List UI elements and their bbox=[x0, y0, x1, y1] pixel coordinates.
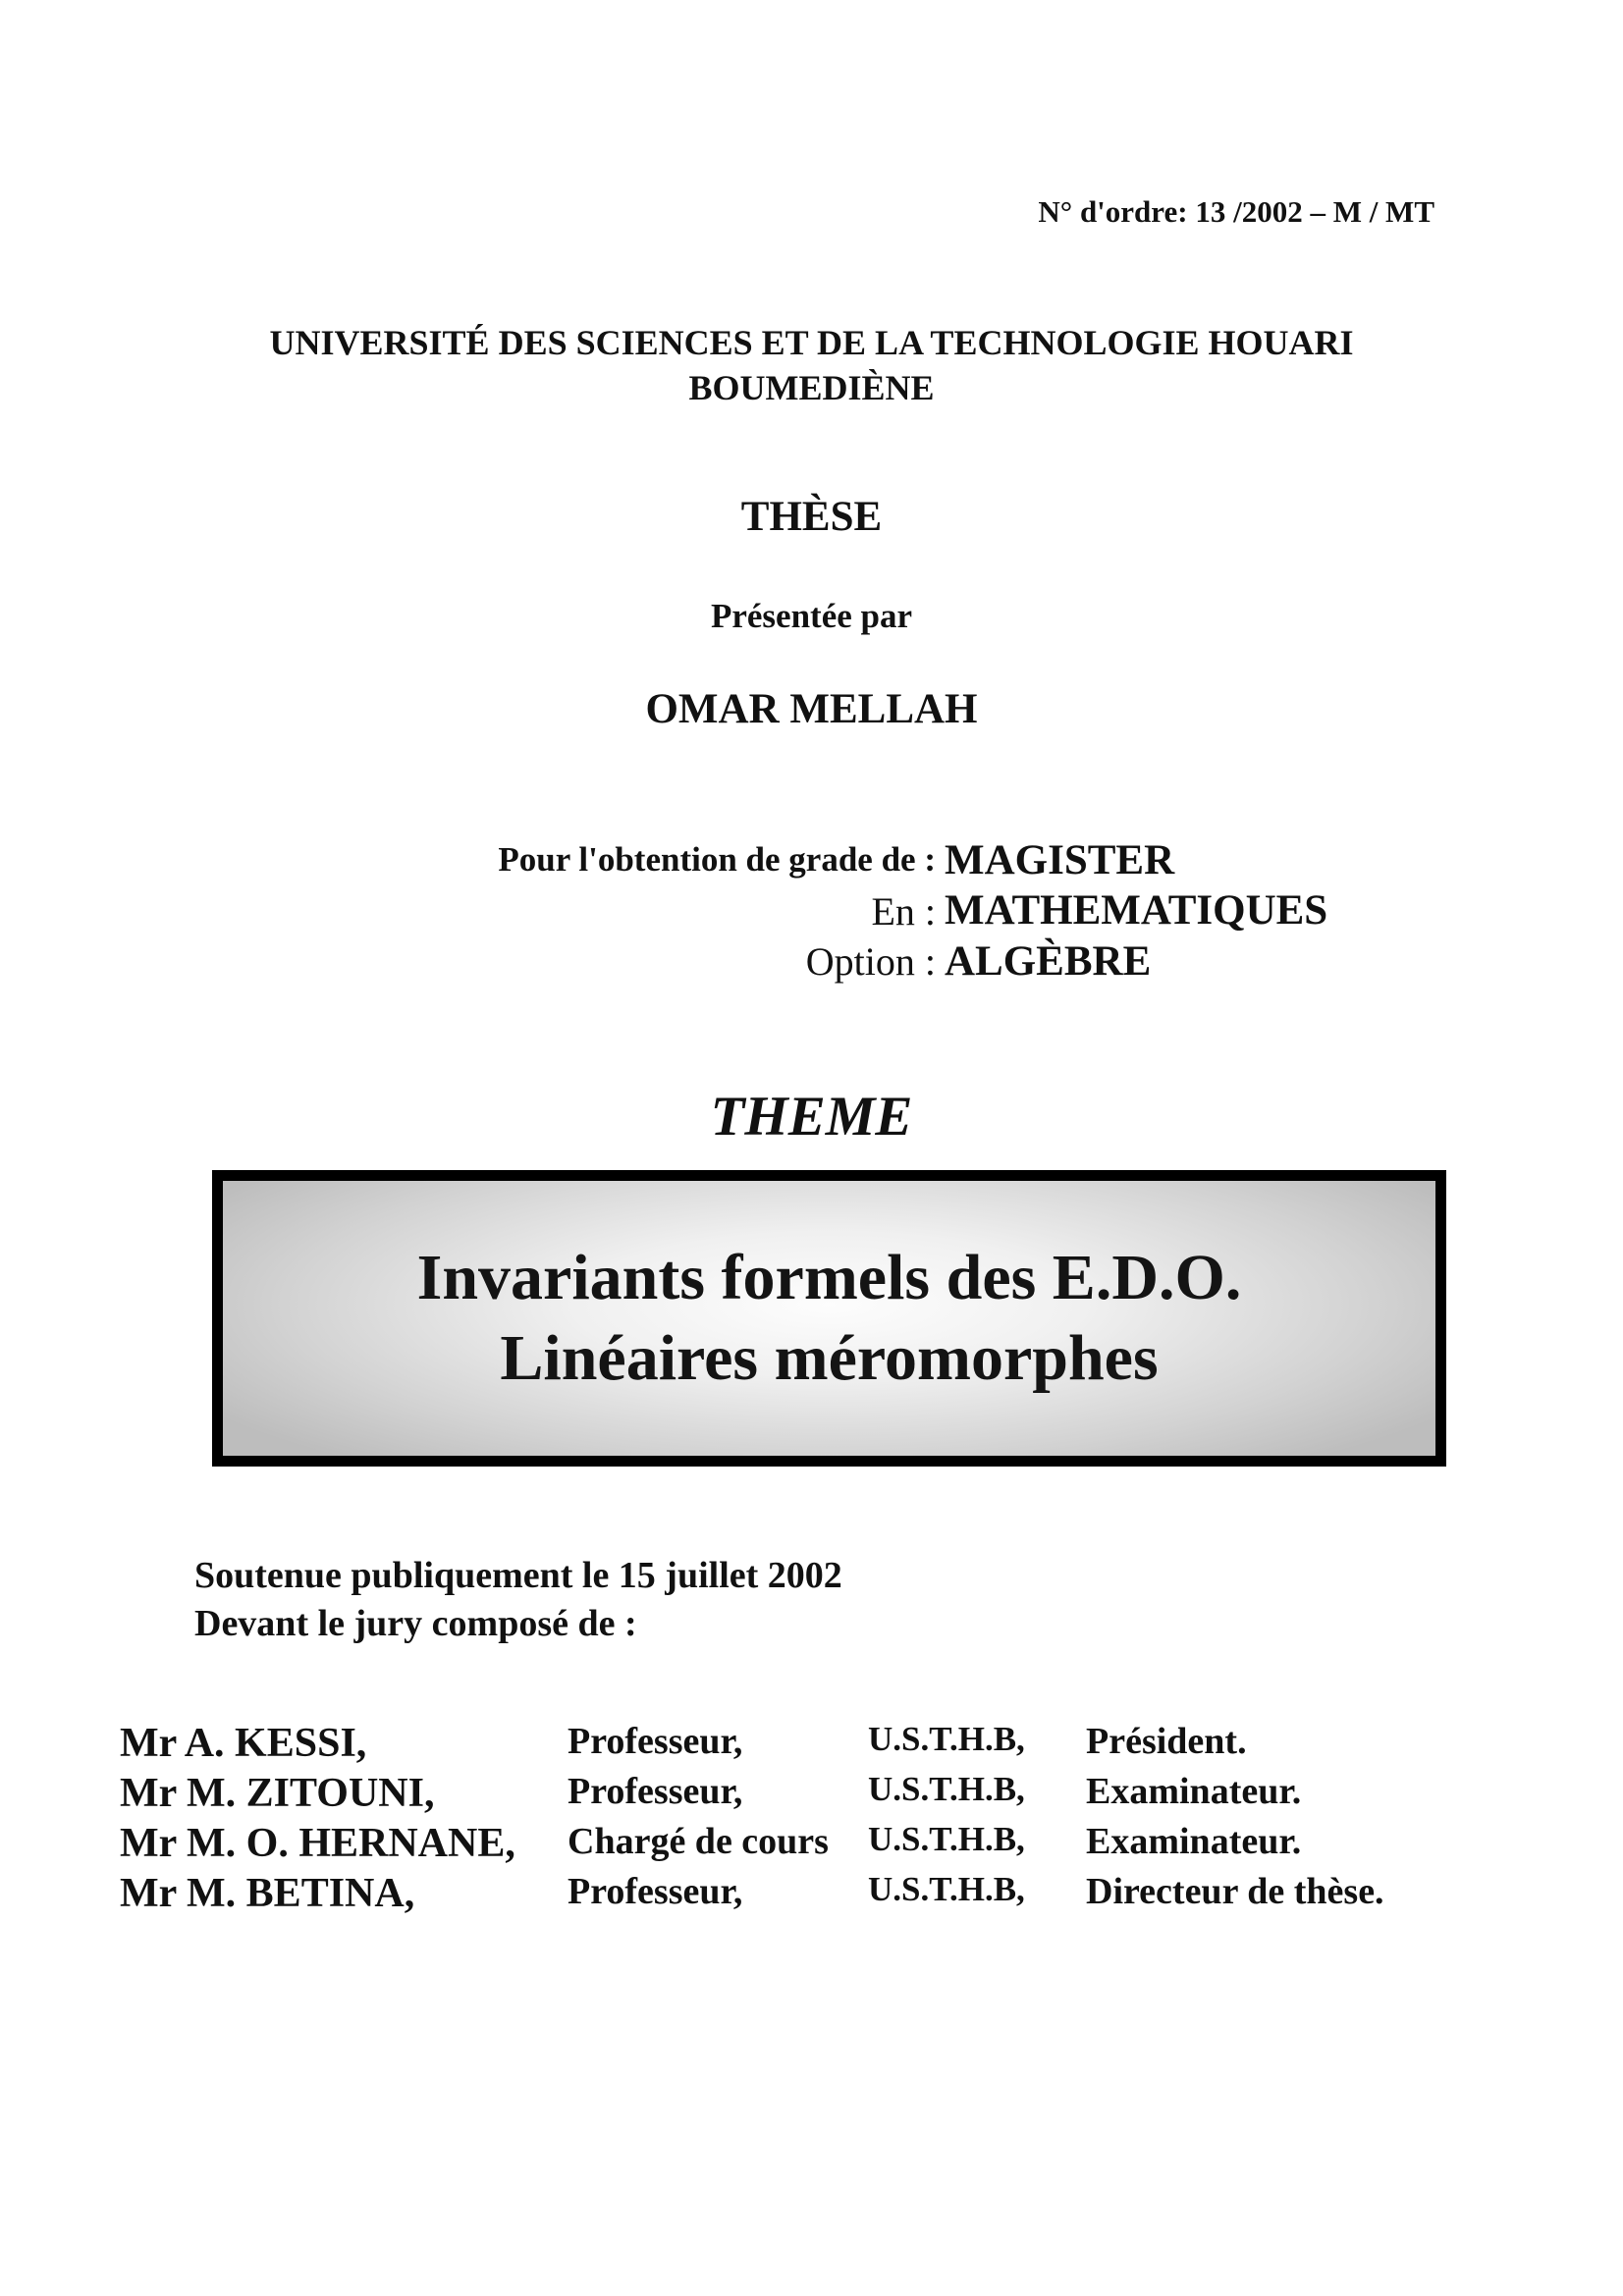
jury-row bbox=[120, 1820, 1494, 1870]
jury-row bbox=[120, 1870, 1494, 1920]
jury-title: Professeur, bbox=[568, 1871, 743, 1912]
thesis-title bbox=[223, 1238, 1435, 1399]
jury-name: Mr M. O. HERNANE, bbox=[120, 1821, 515, 1866]
jury-role: Directeur de thèse. bbox=[1086, 1871, 1384, 1912]
jury-title: Chargé de cours bbox=[568, 1821, 829, 1862]
jury-institution: U.S.T.H.B, bbox=[868, 1820, 1025, 1858]
jury-name: Mr M. ZITOUNI, bbox=[120, 1771, 435, 1816]
grade-value: MAGISTER bbox=[945, 837, 1175, 883]
thesis-label: THÈSE bbox=[740, 494, 883, 540]
university-line-1: UNIVERSITÉ DES SCIENCES ET DE LA TECHNOLOGIE HOUARI bbox=[269, 323, 1354, 362]
jury-list bbox=[120, 1720, 1494, 1920]
jury-title: Professeur, bbox=[568, 1771, 743, 1812]
jury-name: Mr A. KESSI, bbox=[120, 1721, 367, 1766]
jury-intro: Devant le jury composé de : bbox=[194, 1603, 637, 1644]
grade-label: Pour l'obtention de grade de : bbox=[498, 840, 936, 879]
jury-row bbox=[120, 1770, 1494, 1820]
option-value: ALGÈBRE bbox=[945, 938, 1152, 985]
jury-institution: U.S.T.H.B, bbox=[868, 1770, 1025, 1808]
jury-name: Mr M. BETINA, bbox=[120, 1871, 415, 1916]
field-value: MATHEMATIQUES bbox=[945, 887, 1328, 934]
thesis-title-line-2: Linéaires méromorphes bbox=[500, 1322, 1159, 1394]
jury-title: Professeur, bbox=[568, 1721, 743, 1762]
jury-row bbox=[120, 1720, 1494, 1770]
jury-role: Président. bbox=[1086, 1721, 1247, 1762]
jury-role: Examinateur. bbox=[1086, 1821, 1302, 1862]
thesis-title-line-1: Invariants formels des E.D.O. bbox=[416, 1242, 1242, 1313]
author-name: OMAR MELLAH bbox=[645, 686, 978, 732]
jury-institution: U.S.T.H.B, bbox=[868, 1870, 1025, 1908]
field-label: En : bbox=[871, 889, 936, 934]
presented-by: Présentée par bbox=[710, 597, 913, 635]
defense-date: Soutenue publiquement le 15 juillet 2002 bbox=[194, 1555, 842, 1596]
university-name bbox=[0, 320, 1623, 410]
university-line-2: BOUMEDIÈNE bbox=[688, 368, 935, 407]
theme-label: THEME bbox=[710, 1086, 913, 1148]
jury-institution: U.S.T.H.B, bbox=[868, 1720, 1025, 1758]
thesis-title-box bbox=[212, 1170, 1446, 1467]
order-number: N° d'ordre: 13 /2002 – M / MT bbox=[1038, 194, 1434, 229]
jury-role: Examinateur. bbox=[1086, 1771, 1302, 1812]
option-label: Option : bbox=[805, 939, 936, 984]
